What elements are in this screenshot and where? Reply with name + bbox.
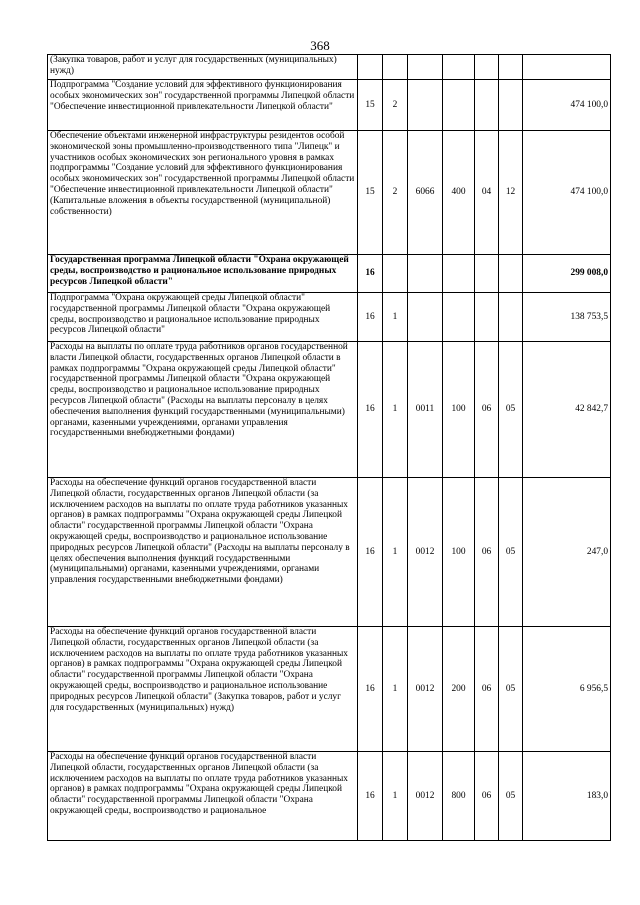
row-subprogram-code: 1 xyxy=(383,478,408,627)
row-program-code: 16 xyxy=(358,342,383,478)
budget-table xyxy=(47,54,611,841)
table-row xyxy=(48,752,611,841)
row-amount: 299 008,0 xyxy=(523,255,611,293)
row-expense-type xyxy=(443,55,475,80)
row-target-article xyxy=(408,55,443,80)
row-subsection: 05 xyxy=(499,752,523,841)
row-subsection xyxy=(499,293,523,342)
table-row xyxy=(48,342,611,478)
row-subsection: 12 xyxy=(499,131,523,255)
row-program-code: 15 xyxy=(358,80,383,131)
row-subsection xyxy=(499,55,523,80)
table-row xyxy=(48,478,611,627)
row-description: Обеспечение объектами инженерной инфраструктуры резидентов особой экономической зоны промышленно-производственного типа "Липецк" и участников особых экономических зон регионального уровня в рамках подпрограммы "Создание условий для эффективного функционирования особых экономических зон" государственной программы Липецкой области "Обеспечение инвестиционной привлекательности Липецкой области" (Капитальные вложения в объекты государственной (муниципальной) собственности) xyxy=(48,131,358,255)
row-description: Подпрограмма "Создание условий для эффективного функционирования особых экономических зон" государственной программы Липецкой области "Обеспечение инвестиционной привлекательности Липецкой области" xyxy=(48,80,358,131)
row-description: Расходы на обеспечение функций органов государственной власти Липецкой области, государственных органов Липецкой области (за исключением расходов на выплаты по оплате труда работников указанных органов) в рамках подпрограммы "Охрана окружающей среды Липецкой области" государственной программы Липецкой области "Охрана окружающей среды, воспроизводство и рациональное xyxy=(48,752,358,841)
row-target-article xyxy=(408,80,443,131)
row-target-article: 0012 xyxy=(408,627,443,752)
row-expense-type: 200 xyxy=(443,627,475,752)
table-row xyxy=(48,131,611,255)
row-program-code: 16 xyxy=(358,752,383,841)
row-program-code: 16 xyxy=(358,255,383,293)
row-amount: 247,0 xyxy=(523,478,611,627)
row-subprogram-code: 1 xyxy=(383,627,408,752)
row-program-code: 16 xyxy=(358,293,383,342)
row-expense-type: 400 xyxy=(443,131,475,255)
row-program-code: 16 xyxy=(358,627,383,752)
row-amount: 6 956,5 xyxy=(523,627,611,752)
row-program-code: 16 xyxy=(358,478,383,627)
row-section: 04 xyxy=(475,131,499,255)
row-subprogram-code: 2 xyxy=(383,131,408,255)
row-target-article xyxy=(408,255,443,293)
table-row xyxy=(48,55,611,80)
table-row xyxy=(48,80,611,131)
row-description: Подпрограмма "Охрана окружающей среды Липецкой области" государственной программы Липецкой области "Охрана окружающей среды, воспроизводство и рациональное использование природных ресурсов Липецкой области" xyxy=(48,293,358,342)
row-section xyxy=(475,255,499,293)
row-expense-type xyxy=(443,293,475,342)
row-subsection xyxy=(499,255,523,293)
table-row xyxy=(48,255,611,293)
row-subprogram-code: 1 xyxy=(383,342,408,478)
row-expense-type: 100 xyxy=(443,342,475,478)
row-amount: 42 842,7 xyxy=(523,342,611,478)
row-target-article: 0012 xyxy=(408,478,443,627)
row-description: Государственная программа Липецкой области "Охрана окружающей среды, воспроизводство и рациональное использование природных ресурсов Липецкой области" xyxy=(48,255,358,293)
row-program-code: 15 xyxy=(358,131,383,255)
table-body xyxy=(48,55,611,841)
row-target-article: 6066 xyxy=(408,131,443,255)
row-section xyxy=(475,293,499,342)
row-expense-type xyxy=(443,80,475,131)
row-amount: 474 100,0 xyxy=(523,80,611,131)
row-target-article: 0012 xyxy=(408,752,443,841)
row-subsection: 05 xyxy=(499,627,523,752)
table-row xyxy=(48,293,611,342)
row-subsection xyxy=(499,80,523,131)
row-subsection: 05 xyxy=(499,342,523,478)
page-number: 368 xyxy=(310,38,330,53)
row-target-article xyxy=(408,293,443,342)
row-subprogram-code xyxy=(383,255,408,293)
row-amount: 138 753,5 xyxy=(523,293,611,342)
row-section: 06 xyxy=(475,342,499,478)
row-description: Расходы на обеспечение функций органов государственной власти Липецкой области, государственных органов Липецкой области (за исключением расходов на выплаты по оплате труда работников указанных органов) в рамках подпрограммы "Охрана окружающей среды Липецкой области" государственной программы Липецкой области "Охрана окружающей среды, воспроизводство и рациональное использование природных ресурсов Липецкой области" (Закупка товаров, работ и услуг для государственных (муниципальных) нужд) xyxy=(48,627,358,752)
row-section xyxy=(475,55,499,80)
table-row xyxy=(48,627,611,752)
row-subprogram-code: 2 xyxy=(383,80,408,131)
row-subprogram-code xyxy=(383,55,408,80)
row-description: Расходы на выплаты по оплате труда работников органов государственной власти Липецкой области, государственных органов Липецкой области в рамках подпрограммы "Охрана окружающей среды Липецкой области" государственной программы Липецкой области "Охрана окружающей среды, воспроизводство и рациональное использование природных ресурсов Липецкой области" (Расходы на выплаты персоналу в целях обеспечения выполнения функций государственными (муниципальными) органами, казенными учреждениями, органами управления государственными внебюджетными фондами) xyxy=(48,342,358,478)
row-description: (Закупка товаров, работ и услуг для государственных (муниципальных) нужд) xyxy=(48,55,358,80)
row-section: 06 xyxy=(475,752,499,841)
row-expense-type: 800 xyxy=(443,752,475,841)
row-program-code xyxy=(358,55,383,80)
row-section xyxy=(475,80,499,131)
row-subsection: 05 xyxy=(499,478,523,627)
row-description: Расходы на обеспечение функций органов государственной власти Липецкой области, государственных органов Липецкой области (за исключением расходов на выплаты по оплате труда работников указанных органов) в рамках подпрограммы "Охрана окружающей среды Липецкой области" государственной программы Липецкой области "Охрана окружающей среды, воспроизводство и рациональное использование природных ресурсов Липецкой области" (Расходы на выплаты персоналу в целях обеспечения выполнения функций государственными (муниципальными) органами, казенными учреждениями, органами управления государственными внебюджетными фондами) xyxy=(48,478,358,627)
row-subprogram-code: 1 xyxy=(383,752,408,841)
row-expense-type xyxy=(443,255,475,293)
row-amount: 474 100,0 xyxy=(523,131,611,255)
row-section: 06 xyxy=(475,627,499,752)
row-target-article: 0011 xyxy=(408,342,443,478)
row-amount xyxy=(523,55,611,80)
row-amount: 183,0 xyxy=(523,752,611,841)
row-expense-type: 100 xyxy=(443,478,475,627)
row-section: 06 xyxy=(475,478,499,627)
row-subprogram-code: 1 xyxy=(383,293,408,342)
